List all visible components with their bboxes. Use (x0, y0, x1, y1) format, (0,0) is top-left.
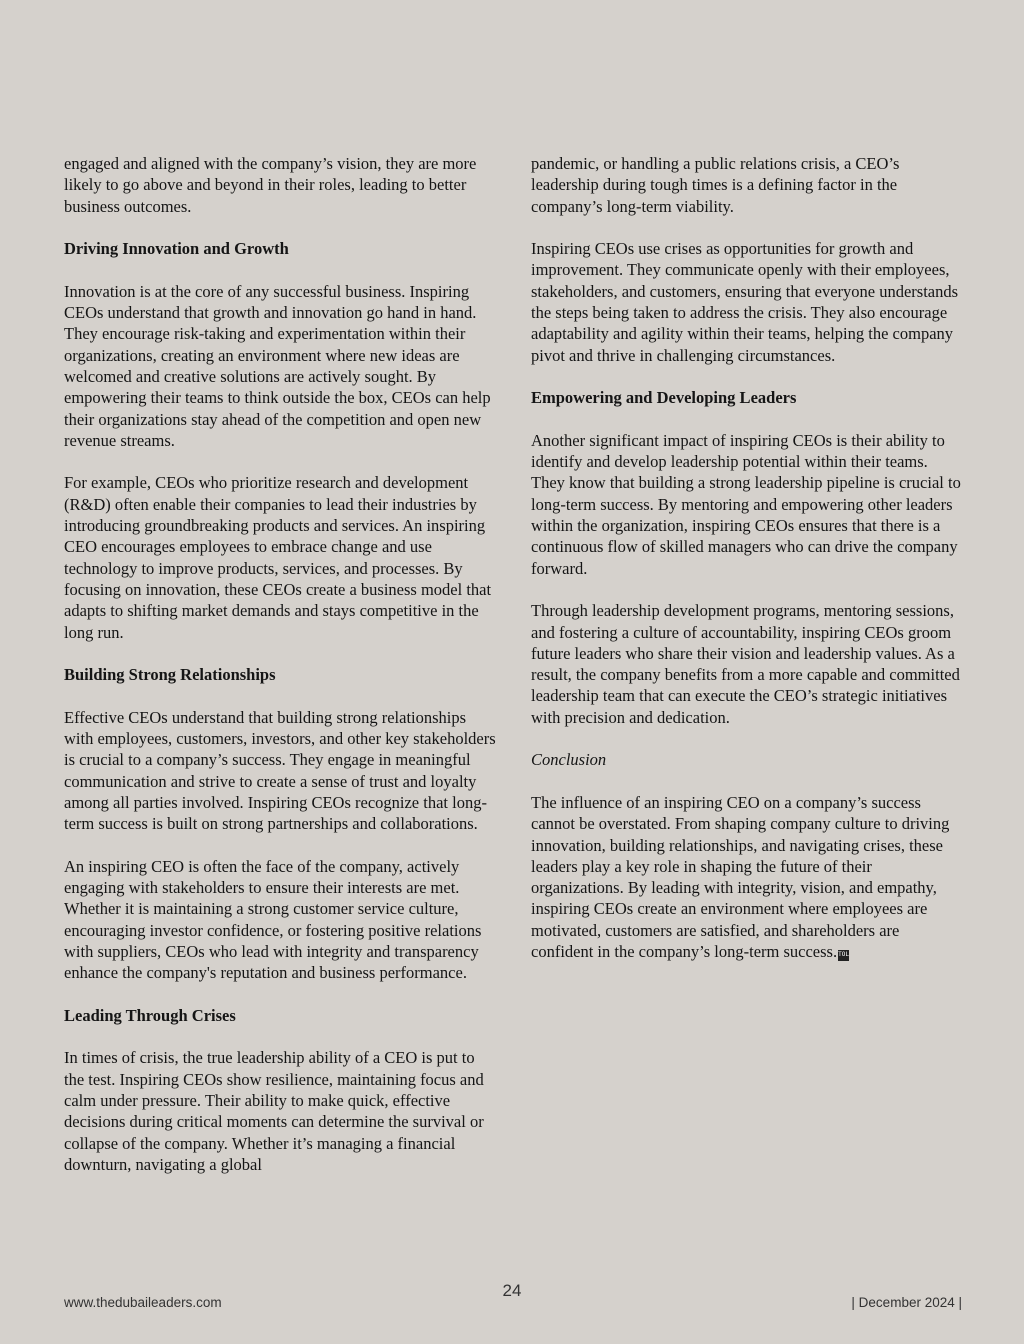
footer-date: | December 2024 | (851, 1295, 962, 1310)
page-number: 24 (502, 1281, 522, 1300)
body-paragraph (64, 1047, 496, 1175)
body-paragraph (531, 153, 963, 217)
paragraph-text: Another significant impact of inspiring CEOs is their ability to identify and develop leadership potential within their teams. They know that building a strong leadership pipeline is crucial to long-term success. By mentoring and empowering other leaders within the organization, inspiring CEOs ensures that there is a continuous flow of skilled managers who can drive the company forward. (531, 430, 961, 578)
footer-website: www.thedubaileaders.com (64, 1295, 222, 1310)
body-paragraph (531, 430, 963, 579)
paragraph-text: The influence of an inspiring CEO on a company’s success cannot be overstated. From shaping company culture to driving innovation, building relationships, and navigating crises, these leaders play a key role in shaping the future of their organizations. By leading with integrity, vision, and empathy, inspiring CEOs create an environment where employees are motivated, customers are satisfied, and shareholders are confident in the company’s long-term success. (531, 792, 950, 961)
body-paragraph (64, 856, 496, 984)
paragraph-text: Inspiring CEOs use crises as opportunities for growth and improvement. They communicate openly with their employees, stakeholders, and customers, ensuring that everyone understands the steps being taken to address the crisis. They also encourage adaptability and agility within their teams, helping the company pivot and thrive in challenging circumstances. (531, 239, 959, 365)
paragraph-text: Building Strong Relationships (64, 665, 276, 685)
paragraph-text: Innovation is at the core of any successful business. Inspiring CEOs understand that growth and innovation go hand in hand. They encourage risk-taking and experimentation within their organizations, creating an environment where new ideas are welcomed and creative solutions are actively sought. By empowering their teams to think outside the box, CEOs can help their organizations stay ahead of the competition and open new revenue streams. (64, 281, 491, 450)
body-paragraph (531, 792, 963, 962)
body-paragraph (64, 707, 496, 835)
paragraph-text: Effective CEOs understand that building strong relationships with employees, customers, investors, and other key stakeholders is crucial to a company’s success. They engage in meaningful communication and strive to create a sense of trust and loyalty among all parties involved. Inspiring CEOs recognize that long-term success is built on strong partnerships and collaborations. (64, 707, 496, 834)
paragraph-text: Driving Innovation and Growth (64, 239, 289, 259)
paragraph-text: Conclusion (531, 750, 607, 770)
paragraph-text: Leading Through Crises (64, 1005, 236, 1025)
left-column (64, 153, 496, 1197)
body-paragraph (64, 281, 496, 451)
right-column (531, 153, 963, 984)
paragraph-text: For example, CEOs who prioritize research and development (R&D) often enable their companies to lead their industries by introducing groundbreaking products and services. An inspiring CEO encourages employees to embrace change and use technology to improve products, services, and processes. By focusing on innovation, these CEOs create a business model that adapts to shifting market demands and stays competitive in the long run. (64, 473, 492, 642)
paragraph-text: An inspiring CEO is often the face of the company, actively engaging with stakeholders to ensure their interests are met. Whether it is maintaining a strong customer service culture, encouraging investor confidence, or fostering positive relations with suppliers, CEOs who lead with integrity and transparency enhance the company's reputation and business performance. (64, 856, 482, 983)
paragraph-text: pandemic, or handling a public relations crisis, a CEO’s leadership during tough times is a defining factor in the company’s long-term viability. (531, 154, 900, 216)
conclusion-heading (531, 749, 963, 770)
paragraph-text: Empowering and Developing Leaders (531, 388, 797, 408)
section-heading (64, 238, 496, 259)
paragraph-text: In times of crisis, the true leadership ability of a CEO is put to the test. Inspiring CEOs show resilience, maintaining focus and calm under pressure. Their ability to make quick, effective decisions during critical moments can determine the survival or collapse of the company. Whether it’s managing a financial downturn, navigating a global (64, 1048, 484, 1174)
body-paragraph (64, 153, 496, 217)
body-paragraph (64, 472, 496, 642)
section-heading (64, 664, 496, 685)
paragraph-text: Through leadership development programs, mentoring sessions, and fostering a culture of accountability, inspiring CEOs groom future leaders who share their vision and leadership values. As a result, the company benefits from a more capable and committed leadership team that can execute the CEO’s strategic initiatives with precision and dedication. (531, 601, 960, 727)
section-heading (531, 387, 963, 408)
paragraph-text: engaged and aligned with the company’s vision, they are more likely to go above and beyond in their roles, leading to better business outcomes. (64, 154, 477, 216)
end-of-article-mark: TOL (838, 950, 849, 961)
section-heading (64, 1005, 496, 1026)
body-paragraph (531, 238, 963, 366)
body-paragraph (531, 600, 963, 728)
